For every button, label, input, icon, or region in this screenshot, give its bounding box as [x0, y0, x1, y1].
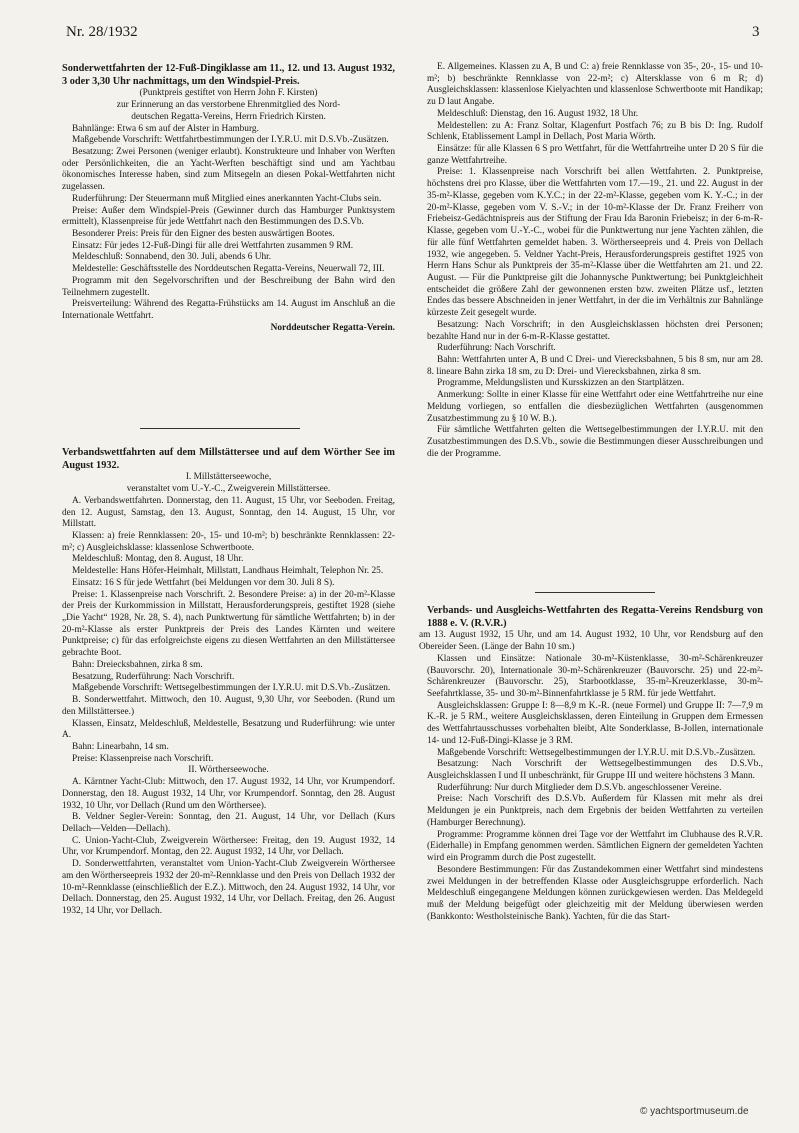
text-line: Ruderführung: Nur durch Mitglieder dem D.S.Vb. angeschlossener Vereine.: [437, 782, 722, 793]
text-line: Besatzung: Zwei Personen (weniger erlaubt). Konstrukteure und Inhaber von Werften oder Persönlichkeiten, die an Yacht-Werften beschäftigt sind und am Yachtbau ökonomisches Interesse haben, sind zum Mitsegeln an diesen Pokal-Wettfahrten nicht zugelassen.: [62, 147, 395, 193]
text-line: Preise: Außer dem Windspiel-Preis (Gewinner durch das Hamburger Punktsystem ermittelt), Klassenpreise für jede Wettfahrt nach den Bestimmungen des D.S.Vb.: [62, 205, 395, 228]
text-line: A. Verbandswettfahrten. Donnerstag, den 11. August, 15 Uhr, vor Seeboden. Freitag, den 12. August, Samstag, den 13. August, Sonntag, den 14. August, 15 Uhr, vor Millstatt.: [62, 495, 395, 530]
text-line: Klassen, Einsatz, Meldeschluß, Meldestelle, Besatzung und Ruderführung: wie unter A.: [62, 718, 395, 741]
text-line: veranstaltet vom U.-Y.-C., Zweigverein Millstättersee.: [126, 484, 331, 495]
text-line: Preisverteilung: Während des Regatta-Frühstücks am 14. August im Anschluß an die Internationale Wettfahrt.: [62, 299, 395, 322]
text-line: Einsätze: für alle Klassen 6 S pro Wettfahrt, für die Wettfahrtreihe unter D 20 S für die ganze Wettfahrtreihe.: [427, 144, 763, 166]
issue-number: Nr. 28/1932: [66, 24, 138, 40]
text-line: Besondere Bestimmungen: Für das Zustandekommen einer Wettfahrt sind mindestens zwei Meldungen in der betreffenden Klasse oder Ausgleichsgruppe erforderlich. Nach Meldeschluß eingegangene Meldungen können zurückgewiesen werden. Das Meldegeld muß der Meldung beigefügt oder gleichzeitig mit der Meldung überwiesen werden (Bankkonto: Westholsteinische Bank). Yachten, für die das Start-: [427, 864, 763, 922]
article-millstatt-woerthersee: [62, 446, 395, 918]
text-line: Klassen und Einsätze: Nationale 30-m²-Küstenklasse, 30-m²-Schärenkreuzer (Bauvorschr. 20), Internationale 30-m²-Schärenkreuzer (Bauvorschr. 25) und 22-m²-Schärenkreuzer (Bauvorschr. 25), Starbootklasse, 35-m²-Kreuzerklasse, 30-m²-Seefahrtklasse, 35- und 30-m²-Binnenfahrtklasse je 5 RM. für jede Wettfahrt.: [427, 653, 763, 699]
text-line: Meldestellen: zu A: Franz Soltar, Klagenfurt Postfach 76; zu B bis D: Ing. Rudolf Schlenk, Etablissement Lampl in Dellach, Post Maria Wörth.: [427, 120, 763, 143]
text-line: deutschen Regatta-Vereins, Herrn Friedrich Kirsten.: [131, 111, 326, 122]
text-line: Bahnlänge: Etwa 6 sm auf der Alster in Hamburg.: [72, 123, 259, 134]
text-line: Meldestelle: Hans Höfer-Heimhalt, Millstatt, Landhaus Heimhalt, Telephon Nr. 25.: [72, 566, 384, 577]
article-title: Verbandswettfahrten auf dem Millstättersee und auf dem Wörther See im August 1932.: [62, 447, 395, 472]
text-line: Meldeschluß: Montag, den 8. August, 18 Uhr.: [72, 554, 244, 565]
article-title: Sonderwettfahrten der 12-Fuß-Dingiklasse am 11., 12. und 13. August 1932, 3 oder 3,30 Uhr nachmittags, um den Windspiel-Preis.: [62, 63, 395, 88]
text-line: Klassen: a) freie Rennklassen: 20-, 15- und 10-m²; b) beschränkte Rennklassen: 22-m²; c) Ausgleichsklasse: klassenlose Schwertboote.: [62, 531, 395, 553]
text-line: Programme, Meldungslisten und Kursskizzen an den Startplätzen.: [437, 378, 685, 389]
text-line: I. Millstätterseewoche,: [185, 472, 272, 483]
text-line: C. Union-Yacht-Club, Zweigverein Wörthersee: Freitag, den 19. August 1932, 14 Uhr, vor Krumpendorf. Montag, den 22. August 1932, 14 Uhr, vor Dellach.: [62, 835, 395, 858]
text-line: Meldeschluß: Dienstag, den 16. August 1932, 18 Uhr.: [437, 108, 639, 119]
divider: [535, 592, 655, 593]
text-line: am 13. August 1932, 15 Uhr, und am 14. August 1932, 10 Uhr, vor Rendsburg auf den Obereider Seen. (Länge der Bahn 10 sm.): [419, 630, 763, 653]
text-line: B. Sonderwettfahrt. Mittwoch, den 10. August, 9,30 Uhr, vor Seeboden. (Rund um den Millstättersee.): [62, 695, 395, 717]
text-line: Maßgebende Vorschrift: Wettsegelbestimmungen der I.Y.R.U. mit D.S.Vb.-Zusätzen.: [437, 747, 756, 758]
text-line: Meldeschluß: Sonnabend, den 30. Juli, abends 6 Uhr.: [72, 252, 272, 263]
text-line: II. Wörtherseewoche.: [188, 765, 269, 776]
text-line: (Punktpreis gestiftet von Herrn John F. Kirsten): [139, 88, 318, 99]
watermark: © yachtsportmuseum.de: [640, 1106, 749, 1117]
text-line: Preise: Klassenpreise nach Vorschrift.: [72, 753, 214, 764]
text-line: Einsatz: Für jedes 12-Fuß-Dingi für alle drei Wettfahrten zusammen 9 RM.: [72, 240, 354, 251]
text-line: Ruderführung: Nach Vorschrift.: [437, 343, 556, 354]
text-line: Besonderer Preis: Preis für den Eigner des besten auswärtigen Bootes.: [72, 229, 335, 240]
article-title: Verbands- und Ausgleichs-Wettfahrten des Regatta-Vereins Rendsburg von 1888 e. V. (R.V.R.): [427, 605, 763, 630]
text-line: Ausgleichsklassen: Gruppe I: 8—8,9 m K.-R. (neue Formel) und Gruppe II: 7—7,9 m K.-R. je 5 RM., weitere Ausgleichsklassen, deren Einteilung in Gruppen dem Ermessen des Wettfahrtausschusses vorbehalten bleibt, Alte Sonderklasse, B-Jollen, internationale 14- und 12-Fuß-Dingi-Klasse je 3 RM.: [427, 700, 763, 746]
article-windspiel: [62, 62, 395, 335]
page-number: 3: [752, 24, 760, 40]
signature: Norddeutscher Regatta-Verein.: [270, 322, 395, 333]
text-line: Besatzung: Nach Vorschrift der Wettsegelbestimmungen des D.S.Vb., Ausgleichsklassen I und II unbeschränkt, für Gruppe III und weitere höchstens 3 Mann.: [427, 759, 763, 782]
text-line: Ruderführung: Der Steuermann muß Mitglied eines anerkannten Yacht-Clubs sein.: [72, 193, 382, 204]
text-line: Für sämtliche Wettfahrten gelten die Wettsegelbestimmungen der I.Y.R.U. mit den Zusatzbestimmungen des D.S.Vb., sowie die Bestimmungen dieser Ausschreibungen und die der Programme.: [427, 425, 763, 459]
text-line: Bahn: Dreiecksbahnen, zirka 8 sm.: [72, 659, 203, 670]
divider: [140, 428, 300, 429]
text-line: A. Kärntner Yacht-Club: Mittwoch, den 17. August 1932, 14 Uhr, vor Krumpendorf. Donnerstag, den 18. August 1932, 14 Uhr, vor Krumpendorf. Sonntag, den 28. August 1932, 10 Uhr, vor Dellach (Rund um den Wörthersee).: [62, 777, 395, 811]
article-woerthersee-continued: [427, 62, 763, 460]
text-line: Besatzung, Ruderführung: Nach Vorschrift.: [72, 671, 235, 682]
text-line: Einsatz: 16 S für jede Wettfahrt (bei Meldungen vor dem 30. Juli 8 S).: [72, 577, 335, 588]
text-line: Besatzung: Nach Vorschrift; in den Ausgleichsklassen höchsten drei Personen; bezahlte Hand nur in der 6-m-R-Klasse gestattet.: [427, 319, 763, 342]
text-line: Programme: Programme können drei Tage vor der Wettfahrt im Clubhause des R.V.R. (Eiderhalle) in Empfang genommen werden. Sämtlichen Eignern der gemeldeten Yachten wird ein Programm durch die Post zugestellt.: [427, 829, 763, 864]
text-line: Bahn: Wettfahrten unter A, B und C Drei- und Vierecksbahnen, 5 bis 8 sm, nur am 28. 8. lineare Bahn zirka 18 sm, zu D: Drei- und Vierecksbahnen, zirka 8 sm.: [427, 354, 763, 377]
text-line: D. Sonderwettfahrten, veranstaltet vom Union-Yacht-Club Zweigverein Wörthersee am den Wörtherseepreis 1932 der 20-m²-Rennklasse und den Preis von Dellach 1932 der 10-m²-Rennklasse (einschließlich der E.Z.). Mittwoch, den 24. August 1932, 14 Uhr, vor Dellach. Donnerstag, den 25. August 1932, 14 Uhr, vor Dellach. Freitag, den 26. August 1932, 14 Uhr, vor Dellach.: [62, 859, 395, 916]
text-line: Maßgebende Vorschrift: Wettfahrtbestimmungen der I.Y.R.U. mit D.S.Vb.-Zusätzen.: [72, 135, 389, 146]
text-line: B. Veldner Segler-Verein: Sonntag, den 21. August, 14 Uhr, vor Dellach (Kurs Dellach—Velden—Dellach).: [62, 812, 395, 834]
text-line: Anmerkung: Sollte in einer Klasse für eine Wettfahrt oder eine Wettfahrtreihe nur eine Meldung vorliegen, so entfallen die diesbezüglichen Wettfahrten (ausgenommen Zusatzbestimmung zu § 10 W. B.).: [427, 390, 763, 424]
text-line: Preise: 1. Klassenpreise nach Vorschrift. 2. Besondere Preise: a) in der 20-m²-Klasse der Preis der Kurkommission in Millstatt, Herausforderungspreis, gestiftet 1928 (siehe „Die Yacht“ 1928, Nr. 28, S. 4), nach Punktwertung für sämtliche Wettfahrten; b) in der 20-m²-Klasse als erster Punktpreis der Preis des Landes Kärnten und weitere Punktpreise; c) für das erfolgreichste eigens zu diesen Wettfahrten an den Millstättersee gebrachte Boot.: [62, 589, 395, 659]
text-line: Meldestelle: Geschäftsstelle des Norddeutschen Regatta-Vereins, Neuerwall 72, III.: [72, 264, 385, 275]
text-line: Preise: Nach Vorschrift des D.S.Vb. Außerdem für Klassen mit mehr als drei Meldungen je ein Punktpreis, nach dem Ergebnis der beiden Wettfahrten zu verteilen (Hamburger Berechnung).: [427, 794, 763, 828]
article-rendsburg: [419, 604, 763, 923]
text-line: E. Allgemeines. Klassen zu A, B und C: a) freie Rennklasse von 35-, 20-, 15- und 10-m²; b) beschränkte Rennklasse von 22-m²; c) Altersklasse von 6 m R; d) Ausgleichsklassen: klassenlose Kielyachten und klassenlose Schwertboote mit Handikap; zu D laut Angabe.: [427, 62, 763, 108]
text-line: Bahn: Linearbahn, 14 sm.: [72, 741, 169, 752]
text-line: Preise: 1. Klassenpreise nach Vorschrift bei allen Wettfahrten. 2. Punktpreise, höchstens drei pro Klasse, über die Wettfahrten vom 17.—19., 21. und 22. August in der 35-m²-Klasse, gegeben vom K.Y.C.; in der 22-m²-Klasse, gegeben vom K. Y.-C.; in der 20-m²-Klasse, gegeben vom V. S.-V.; in der 10-m²-Klasse der Dr. Franz Freiherr von Friebeisz-Gedächtnispreis aus der Stiftung der Frau Ida Baronin Friebeisz; in der 6-m-R-Klasse, gegeben vom U.-Y.-C., wobei für die Punktwertung nur jene Yachten zählen, die für alle fünf Wettfahrten gemeldet haben. 3. Wörtherseepreis und 4. Preis von Dellach 1932, wie angegeben. 5. Veldner Yacht-Preis, Herausforderungspreis gestiftet 1925 von Herrn Hans Schur als Punktpreis der 35-m²-Klasse über die Wettfahrten am 21. und 22. August. — Für die Punktpreise gilt die Johannysche Punktwertung; bei Punktgleichheit entscheidet die größere Zahl der gewonnenen ersten bzw. zweiten Plätze usf., letzten Endes das bessere Abschneiden in jener Wettfahrt, in der die im Verhältnis zur Bahnlänge kürzeste Zeit gesegelt wurde.: [427, 167, 763, 319]
text-line: Programm mit den Segelvorschriften und der Beschreibung der Bahn wird den Teilnehmern zugestellt.: [62, 275, 395, 298]
text-line: zur Erinnerung an das verstorbene Ehrenmitglied des Nord-: [116, 100, 341, 111]
text-line: Maßgebende Vorschrift: Wettsegelbestimmungen der I.Y.R.U. mit D.S.Vb.-Zusätzen.: [72, 683, 391, 694]
